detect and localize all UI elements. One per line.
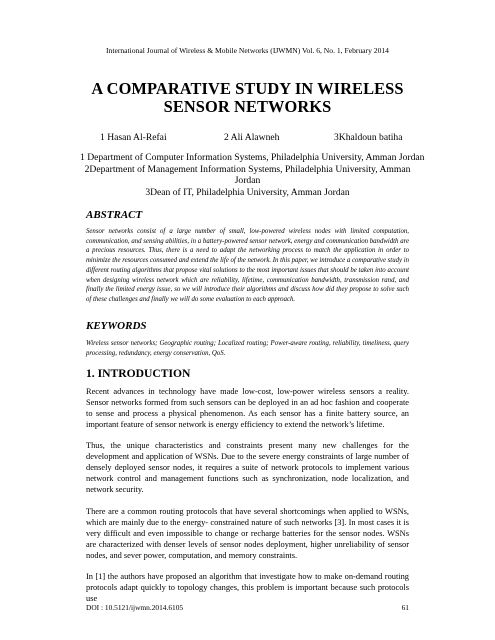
page-footer	[86, 603, 409, 612]
paper-title	[86, 80, 409, 116]
doi-text: DOI : 10.5121/ijwmn.2014.6105	[86, 603, 184, 612]
intro-paragraph-2: Thus, the unique characteristics and constraints present many new challenges for the development and application of WSNs. Due to the severe energy constraints of large number of densely deployed sensor nodes, it requires a suite of network protocols to implement various network control and management functions such as synchronization, node localization, and network security.	[86, 441, 409, 495]
intro-paragraph-3: There are a common routing protocols that have several shortcomings when applied to WSNs, which are mainly due to the energy- constrained nature of such networks [3]. In most cases it is very difficult and even impossible to change or recharge batteries for the sensor nodes. WSNs are characterized with denser levels of sensor nodes deployment, higher unreliability of sensor nodes, and sever power, computation, and memory constraints.	[86, 507, 409, 561]
abstract-heading: ABSTRACT	[86, 209, 143, 221]
affiliation-3: 3Dean of IT, Philadelphia University, Amman Jordan	[145, 186, 350, 198]
journal-header: International Journal of Wireless & Mobile Networks (IJWMN) Vol. 6, No. 1, February 2014	[106, 46, 389, 55]
keywords-heading: KEYWORDS	[86, 320, 147, 332]
affiliation-2-cont: Jordan	[234, 175, 261, 187]
author-3: 3Khaldoun batiha	[334, 132, 403, 143]
introduction-heading: 1. INTRODUCTION	[86, 367, 191, 380]
title-line-1: A COMPARATIVE STUDY IN WIRELESS	[91, 79, 404, 98]
page-number: 61	[401, 603, 409, 612]
title-line-2: SENSOR NETWORKS	[163, 97, 332, 116]
affiliation-2: 2Department of Management Information Systems, Philadelphia University, Amman	[84, 163, 411, 175]
author-1: 1 Hasan Al-Refai	[100, 132, 167, 143]
author-list	[86, 132, 409, 144]
abstract-text: Sensor networks consist of a large number of small, low-powered wireless nodes with limited computation, communication, and sensing abilities, in a battery-powered sensor network, energy and communication bandwidth are a precious resources. Thus, there is a need to adapt the networking process to match the application in order to minimize the resources consumed and extend the life of the network. In this paper, we introduce a comparative study in different routing algorithms that propose vital solutions to the most important issues that should be taken into account when designing wireless network which are reliability, lifetime, communication bandwidth, transmission rand, and finally the limited energy issue, so we will introduce their algorithms and discuss how did they propose to solve such of these challenges and finally we will do some evaluation to each approach.	[86, 228, 409, 303]
affiliations	[80, 152, 425, 198]
intro-paragraph-1: Recent advances in technology have made low-cost, low-power wireless sensors a reality. Sensor networks formed from such sensors can be deployed in an ad hoc fashion and cooperate to sense and process a physical phenomenon. As each sensor has a finite battery source, an important feature of sensor network is energy efficiency to extend the network’s lifetime.	[86, 387, 409, 430]
intro-paragraph-4: In [1] the authors have proposed an algorithm that investigate how to make on-demand routing protocols adapt quickly to topology changes, this problem is important because such protocols use	[86, 572, 409, 604]
affiliation-1: 1 Department of Computer Information Systems, Philadelphia University, Amman Jordan	[80, 152, 425, 163]
keywords-text: Wireless sensor networks; Geographic routing; Localized routing; Power-aware routing, reliability, timeliness, query processing, redundancy, energy conservation, QoS.	[86, 340, 409, 357]
author-2: 2 Ali Alawneh	[224, 132, 280, 143]
